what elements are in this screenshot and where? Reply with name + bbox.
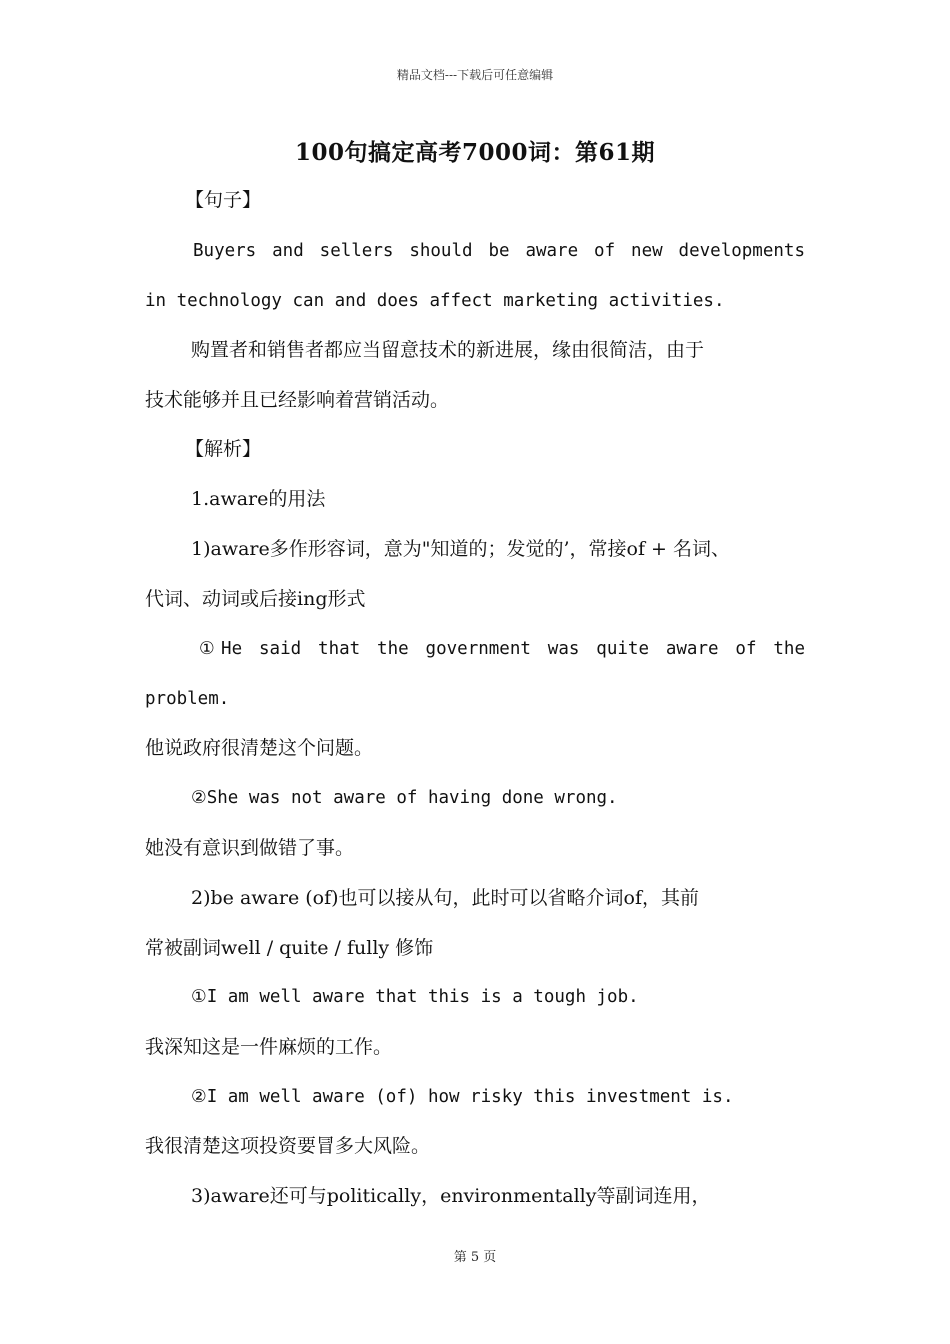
section-heading-sentence: 【句子】 [185, 189, 262, 211]
example-3-english: ①I am well aware that this is a tough job. [191, 987, 639, 1007]
example-2-english: ②She was not aware of having done wrong. [191, 788, 618, 808]
usage-1-line-1: 1)aware多作形容词，意为"知道的；发觉的’，常接of + 名词、 [191, 538, 730, 560]
example-3-chinese: 我深知这是一件麻烦的工作。 [145, 1036, 393, 1058]
example-1-chinese: 他说政府很清楚这个问题。 [145, 737, 374, 759]
usage-2-line-1: 2)be aware (of)也可以接从句，此时可以省略介词of，其前 [191, 887, 700, 909]
example-2-chinese: 她没有意识到做错了事。 [145, 837, 355, 859]
example-1-english-line-1: ①He said that the government was quite aware of the [199, 639, 805, 659]
sentence-english-line-2: in technology can and does affect marketing activities. [145, 291, 725, 311]
sentence-chinese-line-1: 购置者和销售者都应当留意技术的新进展，缘由很简洁，由于 [191, 339, 705, 361]
usage-3-line-1: 3)aware还可与politically，environmentally等副词连用， [191, 1185, 711, 1207]
section-heading-analysis: 【解析】 [185, 438, 262, 460]
page-number: 第 5 页 [453, 1250, 497, 1265]
example-4-english: ②I am well aware (of) how risky this investment is. [191, 1087, 734, 1107]
analysis-point-1: 1.aware的用法 [191, 488, 326, 510]
example-4-chinese: 我很清楚这项投资要冒多大风险。 [145, 1135, 431, 1157]
sentence-chinese-line-2: 技术能够并且已经影响着营销活动。 [145, 389, 450, 411]
page-header: 精品文档---下载后可任意编辑 [396, 68, 554, 82]
example-1-english-line-2: problem. [145, 689, 230, 709]
document-title: 100句搞定高考7000词：第61期 [294, 139, 656, 166]
usage-1-line-2: 代词、动词或后接ing形式 [145, 588, 366, 610]
sentence-english-line-1: Buyers and sellers should be aware of new developments [193, 241, 805, 261]
usage-2-line-2: 常被副词well / quite / fully 修饰 [145, 937, 434, 959]
